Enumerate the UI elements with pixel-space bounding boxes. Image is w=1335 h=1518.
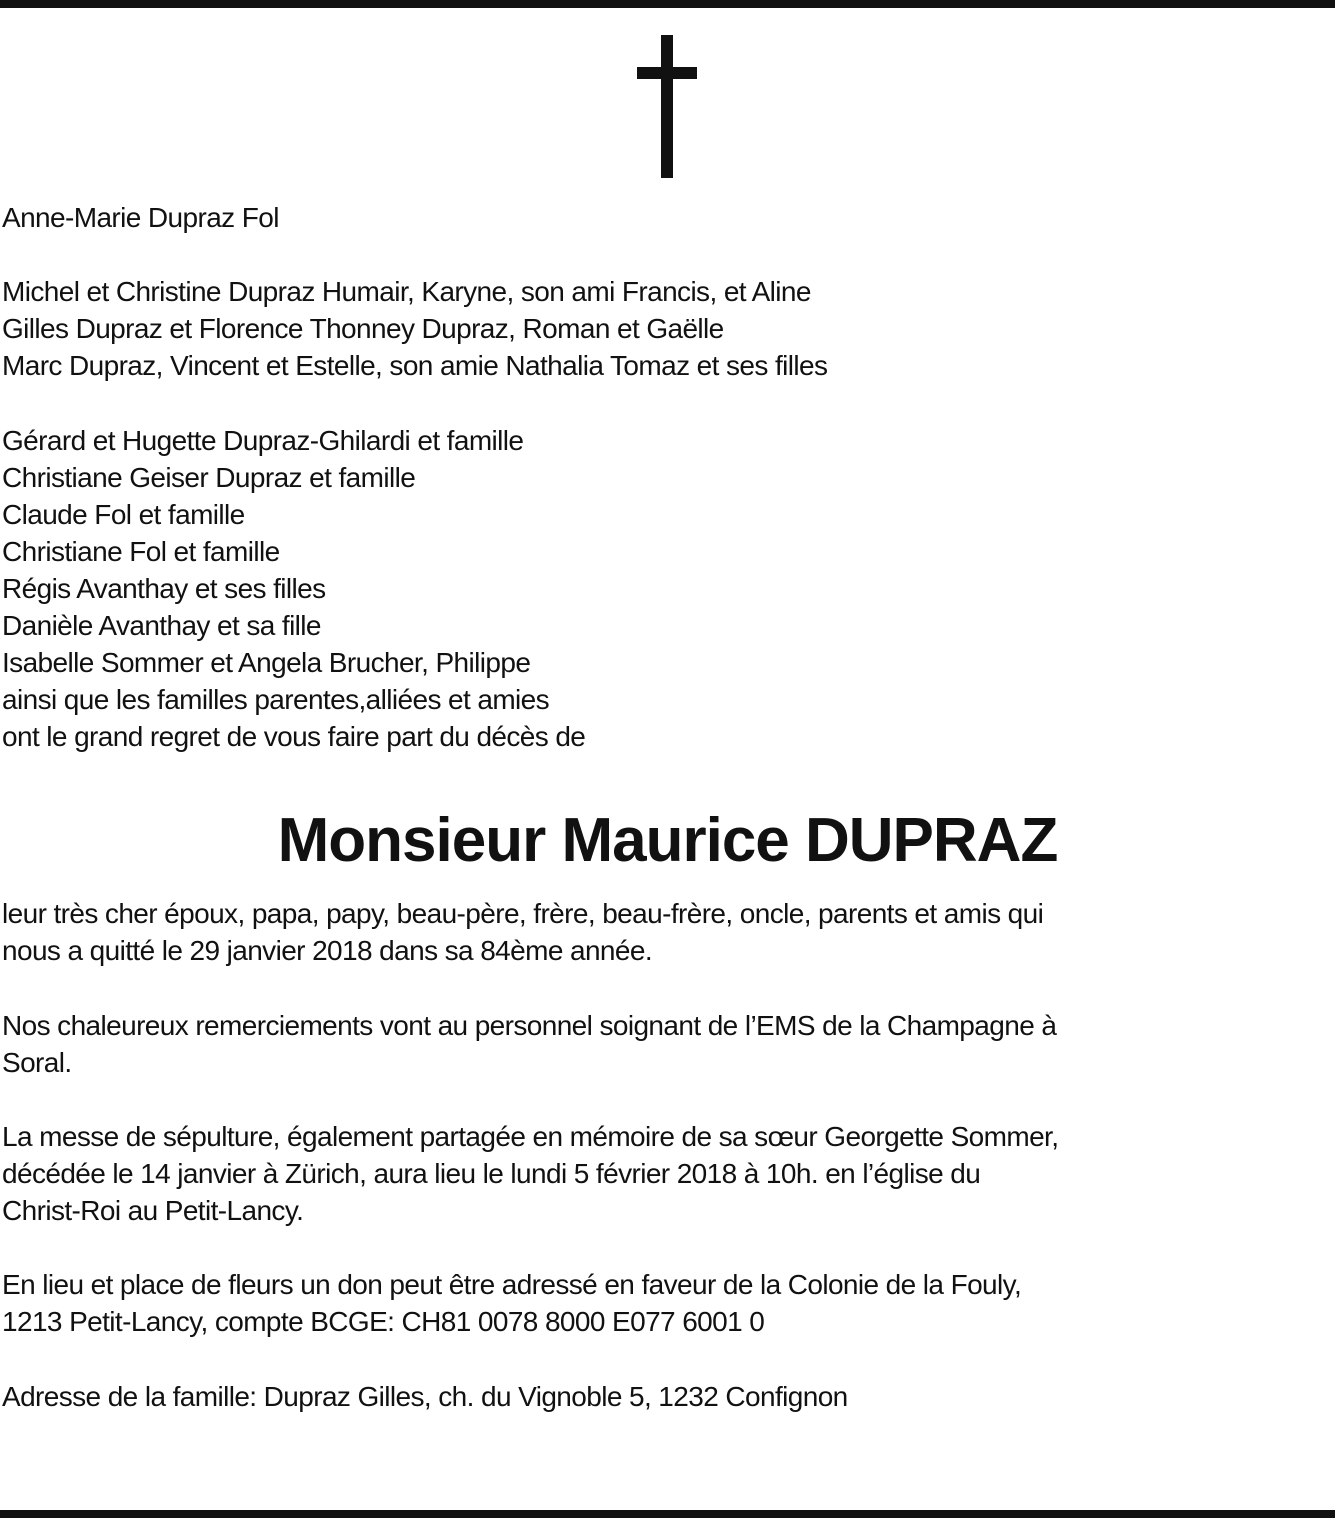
children-list [2, 273, 827, 384]
spouse-name [2, 199, 279, 236]
family-line: Christiane Fol et famille [2, 536, 280, 567]
thanks-line: Soral. [2, 1047, 72, 1078]
family-line: ont le grand regret de vous faire part du décès de [2, 721, 586, 752]
family-line: Isabelle Sommer et Angela Brucher, Philippe [2, 647, 531, 678]
family-line: Gérard et Hugette Dupraz-Ghilardi et famille [2, 425, 524, 456]
donation-line: 1213 Petit-Lancy, compte BCGE: CH81 0078 8000 E077 6001 0 [2, 1306, 765, 1337]
children-line: Gilles Dupraz et Florence Thonney Dupraz, Roman et Gaëlle [2, 313, 724, 344]
thanks-paragraph [2, 1007, 1056, 1081]
family-address [2, 1378, 848, 1415]
family-line: Christiane Geiser Dupraz et famille [2, 462, 416, 493]
family-line: ainsi que les familles parentes,alliées et amies [2, 684, 550, 715]
children-line: Michel et Christine Dupraz Humair, Karyne, son ami Francis, et Aline [2, 276, 811, 307]
children-line: Marc Dupraz, Vincent et Estelle, son amie Nathalia Tomaz et ses filles [2, 350, 828, 381]
bottom-border-rule [0, 1510, 1335, 1518]
service-line: Christ-Roi au Petit-Lancy. [2, 1195, 304, 1226]
family-line: Claude Fol et famille [2, 499, 245, 530]
service-line: La messe de sépulture, également partagée en mémoire de sa sœur Georgette Sommer, [2, 1121, 1059, 1152]
description-line: nous a quitté le 29 janvier 2018 dans sa 84ème année. [2, 935, 653, 966]
thanks-line: Nos chaleureux remerciements vont au personnel soignant de l’EMS de la Champagne à [2, 1010, 1057, 1041]
service-line: décédée le 14 janvier à Zürich, aura lieu le lundi 5 février 2018 à 10h. en l’église du [2, 1158, 981, 1189]
extended-family-list [2, 422, 585, 755]
family-line: Régis Avanthay et ses filles [2, 573, 326, 604]
service-paragraph [2, 1118, 1058, 1229]
deceased-name: Monsieur Maurice DUPRAZ [277, 806, 1058, 875]
address-line: Adresse de la famille: Dupraz Gilles, ch. du Vignoble 5, 1232 Confignon [2, 1381, 848, 1412]
description-paragraph [2, 895, 1043, 969]
donation-line: En lieu et place de fleurs un don peut être adressé en faveur de la Colonie de la Fouly, [2, 1269, 1022, 1300]
family-line: Danièle Avanthay et sa fille [2, 610, 321, 641]
description-line: leur très cher époux, papa, papy, beau-père, frère, beau-frère, oncle, parents et amis qui [2, 898, 1044, 929]
donation-paragraph [2, 1266, 1021, 1340]
spouse-line: Anne-Marie Dupraz Fol [2, 202, 279, 233]
